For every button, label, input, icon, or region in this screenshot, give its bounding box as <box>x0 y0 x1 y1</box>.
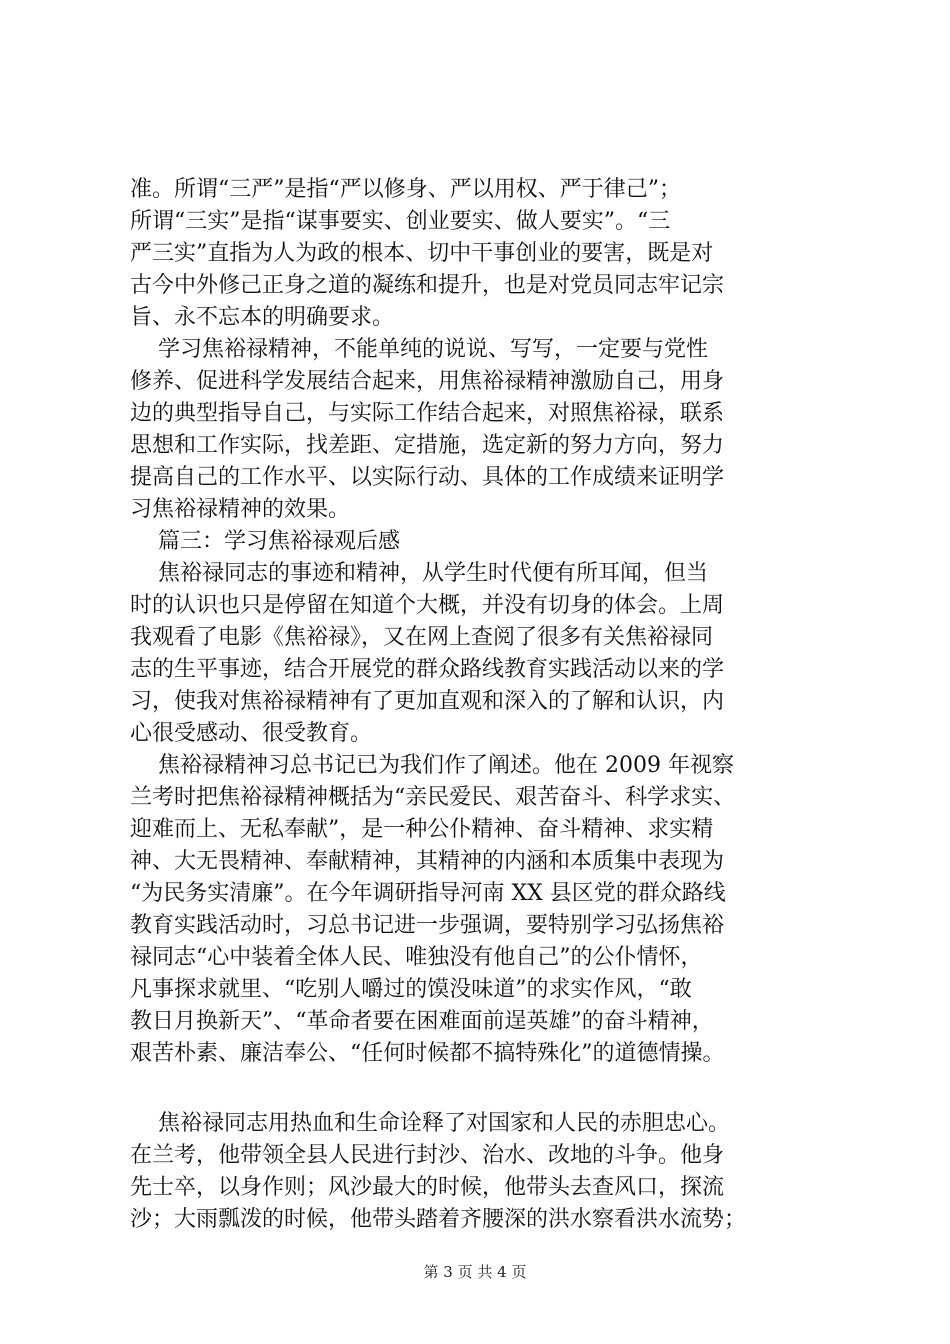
text-line: 习焦裕禄精神的效果。 <box>130 497 351 522</box>
text-line: 沙；大雨瓢泼的时候，他带头踏着齐腰深的洪水察看洪水流势； <box>130 1207 747 1232</box>
text-line: 在兰考，他带领全县人民进行封沙、治水、改地的斗争。他身 <box>130 1143 725 1168</box>
text-line: 艰苦朴素、廉洁奉公、“任何时候都不搞特殊化”的道德情操。 <box>130 1041 725 1066</box>
text-line: 焦裕禄精神习总书记已为我们作了阐述。他在 2009 年视察 <box>130 753 734 778</box>
text-line: 志的生平事迹，结合开展党的群众路线教育实践活动以来的学 <box>130 657 725 682</box>
text-line: 边的典型指导自己，与实际工作结合起来，对照焦裕禄，联系 <box>130 401 725 426</box>
text-line: 时的认识也只是停留在知道个大概，并没有切身的体会。上周 <box>130 593 725 618</box>
text-line: 教育实践活动时，习总书记进一步强调，要特别学习弘扬焦裕 <box>130 913 725 938</box>
text-line: 准。所谓“三严”是指“严以修身、严以用权、严于律己”； <box>130 177 681 202</box>
text-line: 所谓“三实”是指“谋事要实、创业要实、做人要实”。“三 <box>130 209 671 234</box>
text-line: 思想和工作实际，找差距、定措施，选定新的努力方向，努力 <box>130 433 725 458</box>
text-line: 我观看了电影《焦裕禄》，又在网上查阅了很多有关焦裕禄同 <box>130 625 714 650</box>
text-line: 学习焦裕禄精神，不能单纯的说说、写写，一定要与党性 <box>130 337 708 362</box>
text-line: 先士卒，以身作则；风沙最大的时候，他带头去查风口，探流 <box>130 1175 725 1200</box>
document-body <box>130 174 850 1236</box>
text-line: 神、大无畏精神、奉献精神，其精神的内涵和本质集中表现为 <box>130 849 725 874</box>
section-heading: 篇三：学习焦裕禄观后感 <box>130 529 400 554</box>
page-number-label: 第 3 页 共 4 页 <box>423 1263 527 1281</box>
text-line: 古今中外修己正身之道的凝练和提升，也是对党员同志牢记宗 <box>130 273 725 298</box>
text-line: 迎难而上、无私奉献”，是一种公仆精神、奋斗精神、求实精 <box>130 817 714 842</box>
text-line: 习，使我对焦裕禄精神有了更加直观和深入的了解和认识，内 <box>130 689 725 714</box>
page-footer <box>0 1261 950 1282</box>
text-line: 兰考时把焦裕禄精神概括为“亲民爱民、艰苦奋斗、科学求实、 <box>130 785 736 810</box>
text-line: 焦裕禄同志用热血和生命诠释了对国家和人民的赤胆忠心。 <box>130 1111 730 1136</box>
text-line: 提高自己的工作水平、以实际行动、具体的工作成绩来证明学 <box>130 465 725 490</box>
text-line: 严三实”直指为人为政的根本、切中干事创业的要害，既是对 <box>130 241 714 266</box>
text-line: 禄同志“心中装着全体人民、唯独没有他自己”的公仆情怀， <box>130 945 703 970</box>
text-line: 心很受感动、很受教育。 <box>130 721 373 746</box>
text-line: “为民务实清廉”。在今年调研指导河南 XX 县区党的群众路线 <box>130 881 726 906</box>
text-line: 教日月换新天”、“革命者要在困难面前逞英雄”的奋斗精神， <box>130 1009 714 1034</box>
text-line: 焦裕禄同志的事迹和精神，从学生时代便有所耳闻，但当 <box>130 561 708 586</box>
paragraph-gap <box>130 1070 850 1108</box>
text-line: 修养、促进科学发展结合起来，用焦裕禄精神激励自己，用身 <box>130 369 725 394</box>
text-line: 凡事探求就里、“吃别人嚼过的馍没味道”的求实作风，“敢 <box>130 977 692 1002</box>
text-line: 旨、永不忘本的明确要求。 <box>130 305 395 330</box>
